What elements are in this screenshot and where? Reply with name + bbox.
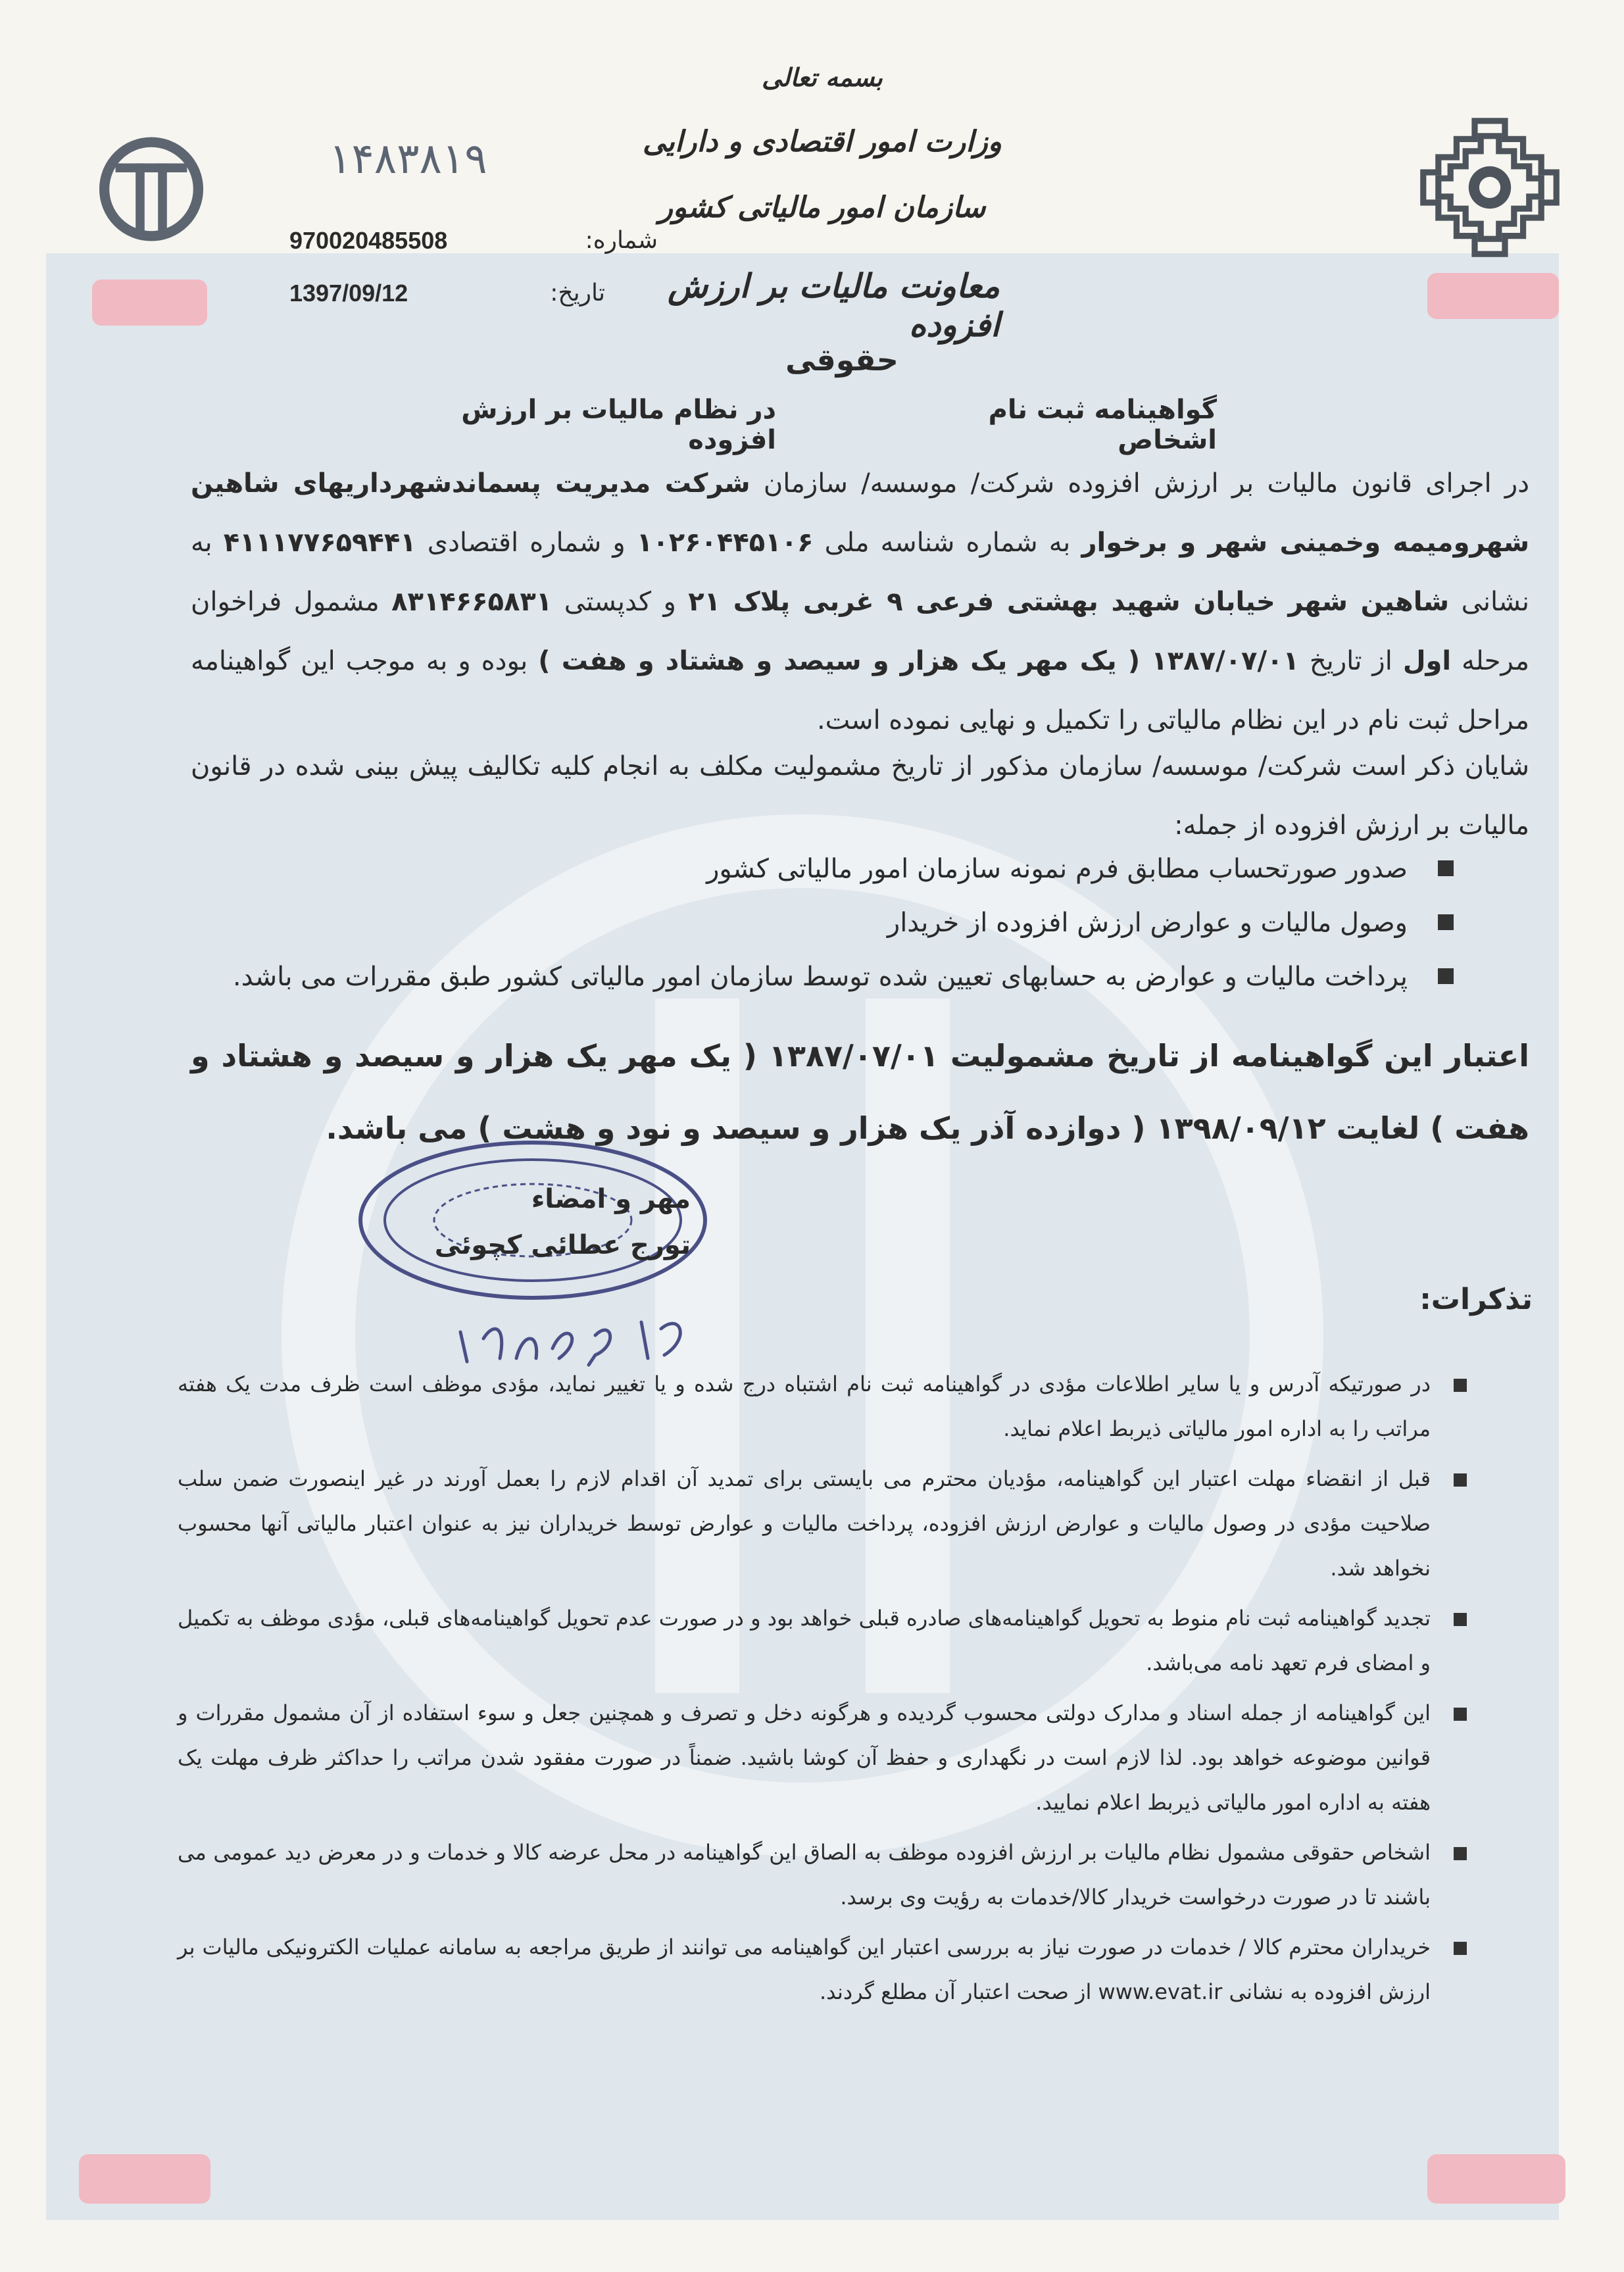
bullet-square-icon: [1438, 860, 1454, 876]
postal-code: ۸۳۱۴۶۶۵۸۳۱: [391, 587, 553, 617]
list-item: خریداران محترم کالا / خدمات در صورت نیاز به بررسی اعتبار این گواهینامه می توانند از طریق مراجعه به سامانه عملیات الکترونیکی مالیات بر ارزش افزوده به نشانی www.evat.ir از صحت اعتبار آن مطلع گردند.: [178, 1925, 1467, 2014]
bullet-square-icon: [1454, 1379, 1467, 1392]
notes-list: [178, 1362, 1467, 2019]
number-label: شماره:: [585, 227, 658, 254]
list-item: قبل از انقضاء مهلت اعتبار این گواهینامه، مؤدیان محترم می بایستی برای تمدید آن اقدام لازم را بعمل آورند در غیر اینصورت ضمن سلب صلاحیت مؤدی در وصول مالیات و عوارض ارزش افزوده، پرداخت مالیات و عوارض توسط خریداران نیز به عنوان اعتبار مالیاتی آنها محسوب نخواهد شد.: [178, 1456, 1467, 1591]
taxpayer-kind: حقوقی: [785, 342, 898, 378]
date-label: تاریخ:: [550, 280, 605, 307]
ministry-emblem-icon: [1414, 112, 1565, 263]
ministry-name: وزارت امور اقتصادی و دارایی: [642, 125, 1002, 159]
company-name: شرکت مدیریت پسماندشهرداریهای شاهین شهرومیمه وخمینی شهر و برخوار: [191, 468, 1530, 558]
bullet-square-icon: [1438, 914, 1454, 930]
organization-name: سازمان امور مالیاتی کشور: [658, 191, 986, 224]
call-stage: اول: [1402, 646, 1452, 676]
invocation: بسمه تعالی: [762, 62, 883, 92]
national-id: ۱۰۲۶۰۴۴۵۱۰۶: [636, 528, 814, 558]
obligations-paragraph: شایان ذکر است شرکت/ موسسه/ سازمان مذکور از تاریخ مشمولیت مکلف به انجام کلیه تکالیف پیش بینی شده در قانون مالیات بر ارزش افزوده از جمله:: [191, 751, 1529, 841]
certificate-subtitle: در نظام مالیات بر ارزش افزوده: [461, 395, 776, 455]
validity-statement: اعتبار این گواهینامه از تاریخ مشمولیت ۱۳۸۷/۰۷/۰۱ ( یک مهر یک هزار و سیصد و هشتاد و هفت ) لغایت ۱۳۹۸/۰۹/۱۲ ( دوازده آذر یک هزار و سیصد و نود و هشت ) می باشد.: [191, 1038, 1529, 1146]
signature-label: مهر و امضاء: [531, 1184, 691, 1214]
letter-number: 970020485508: [289, 227, 448, 254]
list-item: وصول مالیات و عوارض ارزش افزوده از خریدار: [191, 896, 1454, 950]
tape-bottom-right: [1427, 2154, 1565, 2204]
list-item: پرداخت مالیات و عوارض به حسابهای تعیین شده توسط سازمان امور مالیاتی کشور طبق مقررات می باشد.: [191, 950, 1454, 1004]
address: شاهین شهر خیابان شهید بهشتی فرعی ۹ غربی پلاک ۲۱: [688, 587, 1450, 617]
registration-paragraph: در اجرای قانون مالیات بر ارزش افزوده شرکت/ موسسه/ سازمان شرکت مدیریت پسماندشهرداریهای شاهین شهرومیمه وخمینی شهر و برخوار به شماره شناسه ملی ۱۰۲۶۰۴۴۵۱۰۶ و شماره اقتصادی ۴۱۱۱۷۷۶۵۹۴۴۱ به نشانی شاهین شهر خیابان شهید بهشتی فرعی ۹ غربی پلاک ۲۱ و کدپستی ۸۳۱۴۶۶۵۸۳۱ مشمول فراخوان مرحله اول از تاریخ ۱۳۸۷/۰۷/۰۱ ( یک مهر یک هزار و سیصد و هشتاد و هفت ) بوده و به موجب این گواهینامه مراحل ثبت نام در این نظام مالیاتی را تکمیل و نهایی نموده است.: [191, 468, 1530, 735]
tape-bottom-left: [79, 2154, 210, 2204]
bullet-square-icon: [1438, 968, 1454, 984]
requirements-list: [191, 842, 1454, 1004]
list-item: اشخاص حقوقی مشمول نظام مالیات بر ارزش افزوده موظف به الصاق این گواهینامه در محل عرضه کالا و خدمات و در معرض دید عمومی می باشند تا در صورت درخواست خریدار کالا/خدمات به رؤیت وی برسد.: [178, 1830, 1467, 1919]
certificate-title: گواهینامه ثبت نام اشخاص: [988, 395, 1217, 455]
bullet-square-icon: [1454, 1613, 1467, 1626]
bullet-square-icon: [1454, 1942, 1467, 1955]
tax-organization-logo-icon: [95, 132, 207, 247]
official-seal-stamp-icon: [349, 1131, 717, 1309]
notes-title: تذکرات:: [1419, 1283, 1533, 1316]
signatory-name: تورج عطائی کچوئی: [434, 1230, 691, 1260]
letter-date: 1397/09/12: [289, 280, 408, 307]
tape-top-right: [1427, 273, 1559, 319]
bullet-square-icon: [1454, 1473, 1467, 1487]
tape-top-left: [92, 280, 207, 326]
list-item: در صورتیکه آدرس و یا سایر اطلاعات مؤدی در گواهینامه ثبت نام اشتباه درج شده و یا تغییر نماید، مؤدی موظف است ظرف مدت یک هفته مراتب را به اداره امور مالیاتی ذیربط اعلام نماید.: [178, 1362, 1467, 1451]
handwritten-serial-number: ۱۴۸۳۸۱۹: [329, 135, 487, 184]
list-item: تجدید گواهینامه ثبت نام منوط به تحویل گواهینامه‌های صادره قبلی خواهد بود و در صورت عدم تحویل گواهینامه‌های قبلی، مؤدی موظف به تکمیل و امضای فرم تعهد نامه می‌باشد.: [178, 1596, 1467, 1685]
bullet-square-icon: [1454, 1847, 1467, 1860]
bullet-square-icon: [1454, 1708, 1467, 1721]
list-item: این گواهینامه از جمله اسناد و مدارک دولتی محسوب گردیده و هرگونه دخل و تصرف و همچنین جعل و سوء استفاده از آن مشمول مقررات و قوانین موضوعه خواهد بود. لذا لازم است در نگهداری و حفظ آن کوشا باشید. ضمناً در صورت مفقود شدن مراتب را حداکثر ظرف مهلت یک هفته به اداره امور مالیاتی ذیربط اعلام نمایید.: [178, 1691, 1467, 1825]
list-item: صدور صورتحساب مطابق فرم نمونه سازمان امور مالیاتی کشور: [191, 842, 1454, 896]
department-title: معاونت مالیات بر ارزش افزوده: [668, 266, 1000, 344]
handwritten-date-signature: [454, 1293, 697, 1371]
start-date: ۱۳۸۷/۰۷/۰۱ ( یک مهر یک هزار و سیصد و هشتاد و هفت ): [538, 646, 1299, 676]
economic-number: ۴۱۱۱۷۷۶۵۹۴۴۱: [223, 528, 416, 558]
